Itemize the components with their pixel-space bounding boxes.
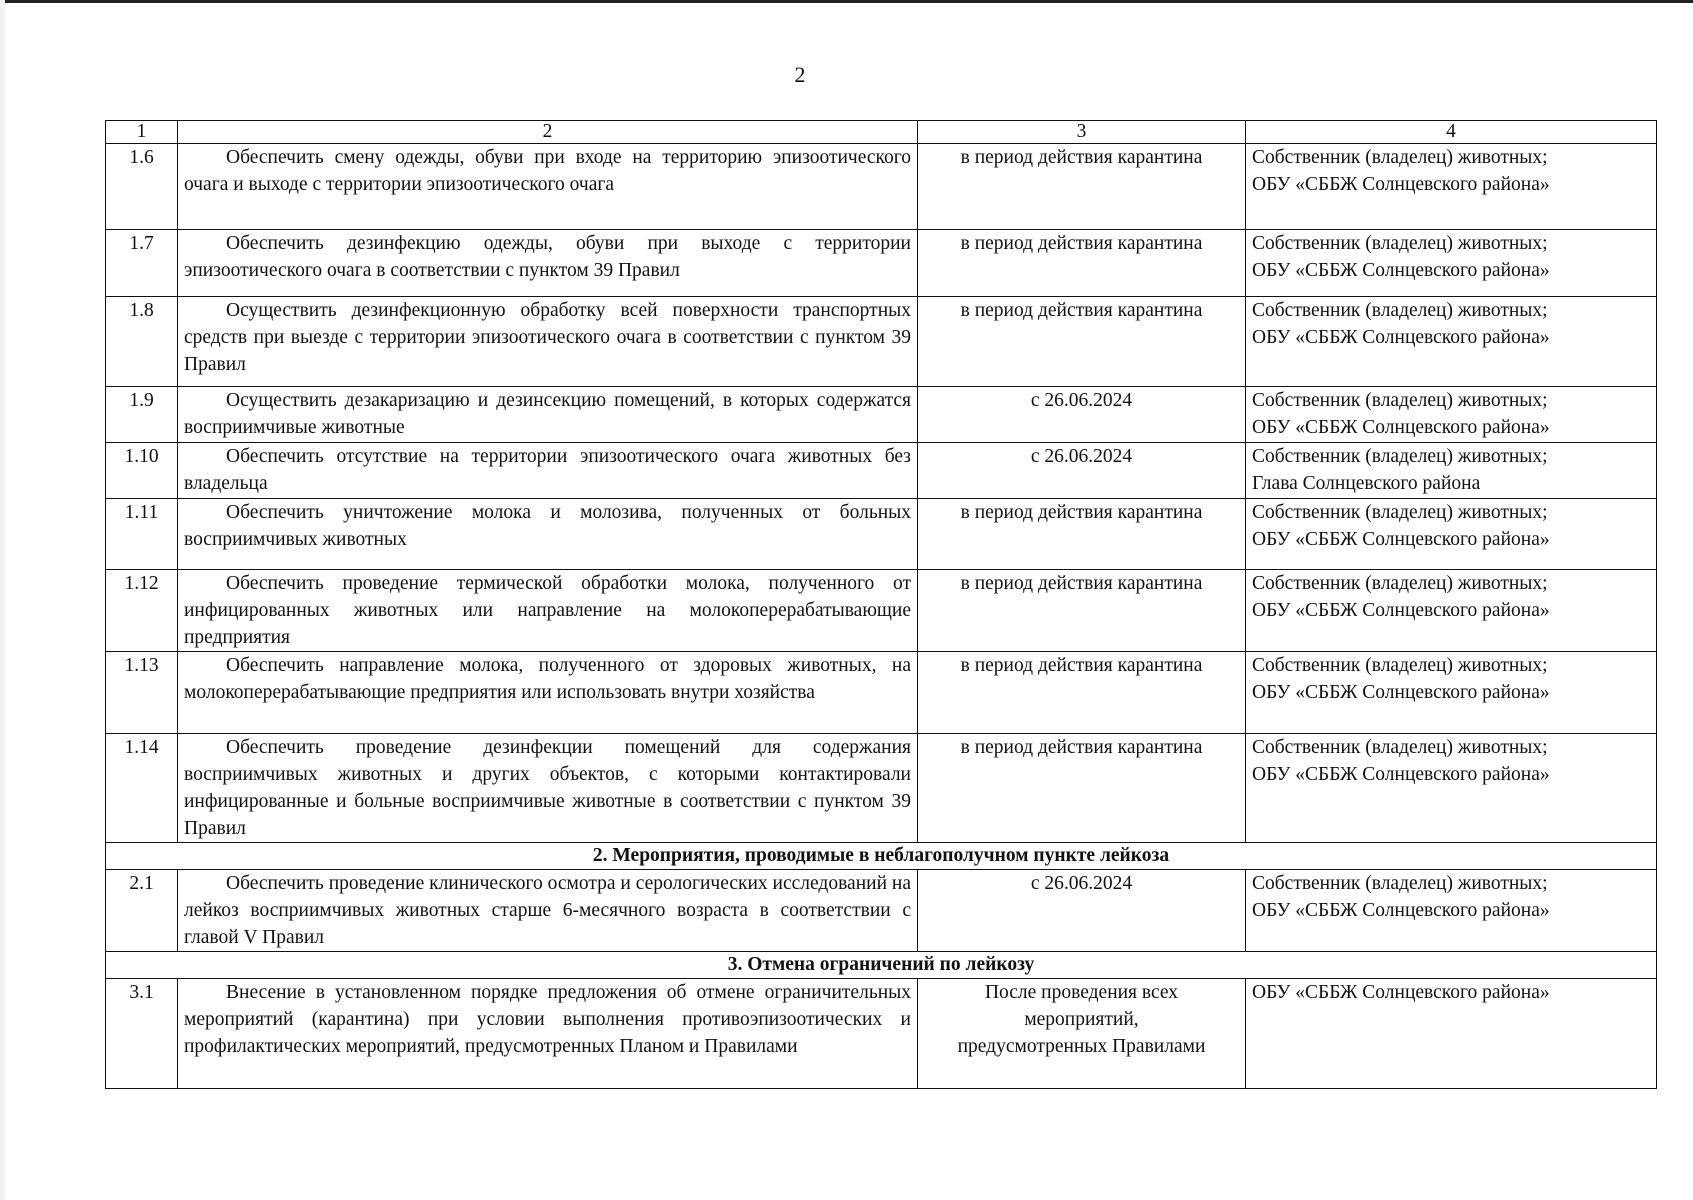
deadline-line: После проведения всех — [984, 982, 1179, 1003]
table-row — [106, 979, 1657, 1089]
row-action: Внесение в установленном порядке предложения об отмене ограничительных мероприятий (карантина) при условии выполнения противоэпизоотических и профилактических мероприятий, предусмотренных Планом и Правилами — [178, 979, 918, 1089]
row-responsible — [1246, 387, 1657, 443]
responsible-line: Собственник (владелец) животных; — [1252, 573, 1548, 594]
section-title: 2. Мероприятия, проводимые в неблагополучном пункте лейкоза — [106, 843, 1657, 870]
row-action: Осуществить дезакаризацию и дезинсекцию помещений, в которых содержатся восприимчивые животные — [178, 387, 918, 443]
row-responsible — [1246, 652, 1657, 734]
responsible-line: ОБУ «СББЖ Солнцевского района» — [1252, 327, 1550, 348]
row-responsible — [1246, 144, 1657, 230]
responsible-line: ОБУ «СББЖ Солнцевского района» — [1252, 529, 1550, 550]
table-row — [106, 570, 1657, 652]
row-number: 1.9 — [106, 387, 178, 443]
responsible-line: Собственник (владелец) животных; — [1252, 655, 1548, 676]
table-row — [106, 387, 1657, 443]
row-deadline: в период действия карантина — [918, 734, 1246, 843]
responsible-line: ОБУ «СББЖ Солнцевского района» — [1252, 417, 1550, 438]
row-deadline: в период действия карантина — [918, 297, 1246, 387]
responsible-line: ОБУ «СББЖ Солнцевского района» — [1252, 764, 1550, 785]
row-action: Обеспечить проведение термической обработки молока, полученного от инфицированных животных или направление на молокоперерабатывающие предприятия — [178, 570, 918, 652]
row-action: Обеспечить дезинфекцию одежды, обуви при выходе с территории эпизоотического очага в соответствии с пунктом 39 Правил — [178, 230, 918, 297]
section-header-row — [106, 952, 1657, 979]
responsible-line: Глава Солнцевского района — [1252, 473, 1481, 494]
table-row — [106, 144, 1657, 230]
responsible-line: ОБУ «СББЖ Солнцевского района» — [1252, 682, 1550, 703]
responsible-line: Собственник (владелец) животных; — [1252, 737, 1548, 758]
row-number: 1.13 — [106, 652, 178, 734]
responsible-line: Собственник (владелец) животных; — [1252, 446, 1548, 467]
row-deadline: с 26.06.2024 — [918, 443, 1246, 499]
row-deadline: в период действия карантина — [918, 144, 1246, 230]
responsible-line: Собственник (владелец) животных; — [1252, 873, 1548, 894]
table-header-row — [106, 121, 1657, 144]
table-row — [106, 652, 1657, 734]
table-row — [106, 230, 1657, 297]
responsible-line: Собственник (владелец) животных; — [1252, 390, 1548, 411]
responsible-line: Собственник (владелец) животных; — [1252, 233, 1548, 254]
responsible-line: ОБУ «СББЖ Солнцевского района» — [1252, 260, 1550, 281]
column-header-4: 4 — [1246, 121, 1657, 144]
responsible-line: ОБУ «СББЖ Солнцевского района» — [1252, 900, 1550, 921]
deadline-line: мероприятий, — [1024, 1009, 1139, 1030]
row-number: 1.7 — [106, 230, 178, 297]
table-row — [106, 870, 1657, 952]
row-action: Осуществить дезинфекционную обработку всей поверхности транспортных средств при выезде с территории эпизоотического очага в соответствии с пунктом 39 Правил — [178, 297, 918, 387]
row-action: Обеспечить проведение дезинфекции помещений для содержания восприимчивых животных и других объектов, с которыми контактировали инфицированные и больные восприимчивые животные в соответствии с пунктом 39 Правил — [178, 734, 918, 843]
section-header-row — [106, 843, 1657, 870]
row-deadline: с 26.06.2024 — [918, 387, 1246, 443]
row-number: 1.12 — [106, 570, 178, 652]
row-number: 3.1 — [106, 979, 178, 1089]
row-action: Обеспечить смену одежды, обуви при входе на территорию эпизоотического очага и выходе с территории эпизоотического очага — [178, 144, 918, 230]
table-row — [106, 499, 1657, 570]
responsible-line: Собственник (владелец) животных; — [1252, 502, 1548, 523]
table-row — [106, 297, 1657, 387]
row-responsible — [1246, 870, 1657, 952]
column-header-2: 2 — [178, 121, 918, 144]
column-header-3: 3 — [918, 121, 1246, 144]
table-row — [106, 443, 1657, 499]
row-deadline: в период действия карантина — [918, 570, 1246, 652]
row-number: 1.10 — [106, 443, 178, 499]
row-responsible — [1246, 979, 1657, 1089]
row-action: Обеспечить отсутствие на территории эпизоотического очага животных без владельца — [178, 443, 918, 499]
responsible-line: Собственник (владелец) животных; — [1252, 147, 1548, 168]
responsible-line: ОБУ «СББЖ Солнцевского района» — [1252, 982, 1550, 1003]
row-responsible — [1246, 297, 1657, 387]
table-row — [106, 734, 1657, 843]
scan-border — [0, 0, 1693, 3]
row-action: Обеспечить направление молока, полученного от здоровых животных, на молокоперерабатывающие предприятия или использовать внутри хозяйства — [178, 652, 918, 734]
responsible-line: ОБУ «СББЖ Солнцевского района» — [1252, 600, 1550, 621]
page-number: 2 — [794, 62, 806, 87]
row-action: Обеспечить уничтожение молока и молозива, полученных от больных восприимчивых животных — [178, 499, 918, 570]
row-deadline: в период действия карантина — [918, 230, 1246, 297]
row-number: 2.1 — [106, 870, 178, 952]
scan-margin — [0, 0, 5, 1200]
row-responsible — [1246, 570, 1657, 652]
row-action: Обеспечить проведение клинического осмотра и серологических исследований на лейкоз восприимчивых животных старше 6-месячного возраста в соответствии с главой V Правил — [178, 870, 918, 952]
column-header-1: 1 — [106, 121, 178, 144]
row-number: 1.11 — [106, 499, 178, 570]
row-number: 1.8 — [106, 297, 178, 387]
row-deadline: в период действия карантина — [918, 499, 1246, 570]
row-number: 1.14 — [106, 734, 178, 843]
row-deadline: с 26.06.2024 — [918, 870, 1246, 952]
row-deadline — [918, 979, 1246, 1089]
row-responsible — [1246, 230, 1657, 297]
row-number: 1.6 — [106, 144, 178, 230]
responsible-line: ОБУ «СББЖ Солнцевского района» — [1252, 174, 1550, 195]
row-responsible — [1246, 734, 1657, 843]
section-title: 3. Отмена ограничений по лейкозу — [106, 952, 1657, 979]
row-deadline: в период действия карантина — [918, 652, 1246, 734]
measures-table — [105, 120, 1657, 1089]
deadline-line: предусмотренных Правилами — [957, 1036, 1206, 1057]
row-responsible — [1246, 499, 1657, 570]
responsible-line: Собственник (владелец) животных; — [1252, 300, 1548, 321]
row-responsible — [1246, 443, 1657, 499]
